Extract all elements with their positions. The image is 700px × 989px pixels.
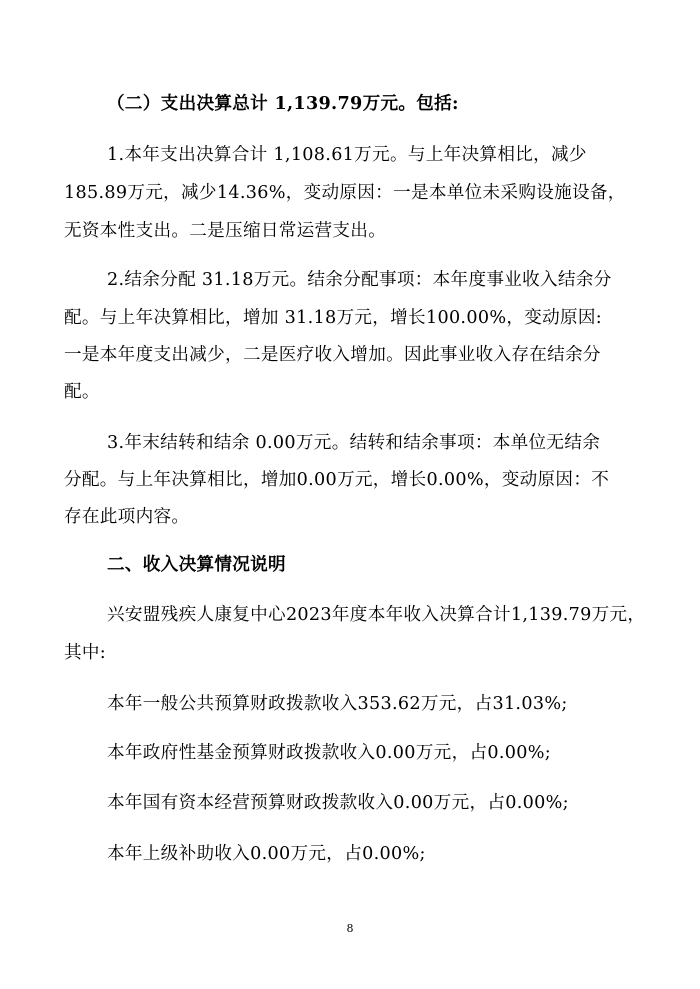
item3-line3: 存在此项内容。 [64,507,190,527]
expenditure-heading: （二）支出决算总计 1,139.79万元。包括: [107,93,459,114]
item2-line1: 2.结余分配 31.18万元。结余分配事项：本年度事业收入结余分 [107,270,612,290]
item1-line2: 185.89万元，减少14.36%，变动原因：一是本单位未采购设施设备， [64,183,626,203]
item1-line3: 无资本性支出。二是压缩日常运营支出。 [64,221,387,241]
item3-line2: 分配。与上年决算相比，增加0.00万元，增长0.00%，变动原因：不 [64,470,610,490]
income-intro-line1: 兴安盟残疾人康复中心2023年度本年收入决算合计1,139.79万元， [107,605,646,625]
item2-line2: 配。与上年决算相比，增加 31.18万元，增长100.00%，变动原因: [64,308,603,328]
item2-line4: 配。 [64,382,100,402]
item1-line1: 1.本年支出决算合计 1,108.61万元。与上年决算相比，减少 [107,145,587,165]
income-item-gov-fund: 本年政府性基金预算财政拨款收入0.00万元，占0.00%; [107,743,551,763]
item2-line3: 一是本年度支出减少，二是医疗收入增加。因此事业收入存在结余分 [64,345,601,365]
item3-line1: 3.年末结转和结余 0.00万元。结转和结余事项：本单位无结余 [107,433,601,453]
income-item-state-capital: 本年国有资本经营预算财政拨款收入0.00万元，占0.00%; [107,793,569,813]
income-intro-line2: 其中: [64,643,107,663]
page-number: 8 [346,922,354,935]
income-item-general-budget: 本年一般公共预算财政拨款收入353.62万元，占31.03%; [107,694,568,714]
income-item-superior-subsidy: 本年上级补助收入0.00万元，占0.00%; [107,844,426,864]
income-heading: 二、收入决算情况说明 [107,554,286,575]
